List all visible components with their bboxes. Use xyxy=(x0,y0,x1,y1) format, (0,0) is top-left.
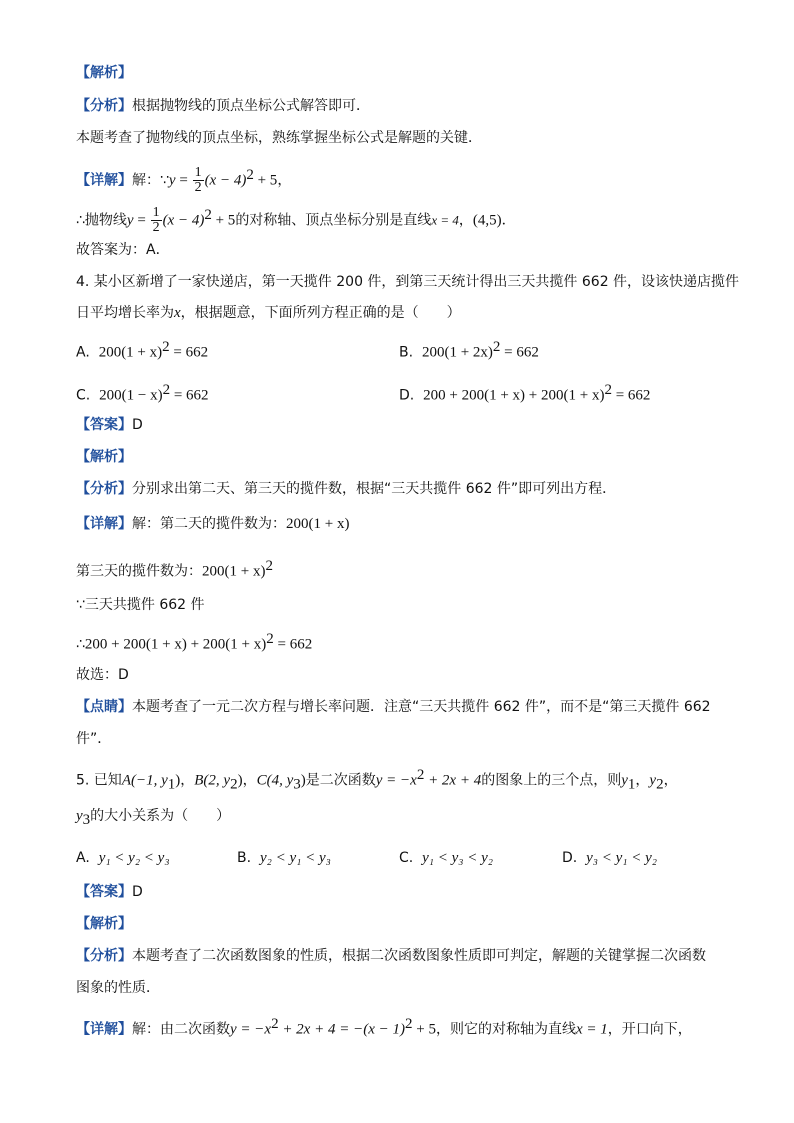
option-expr: y₃ < y₁ < y₂ xyxy=(586,850,658,866)
math-sup: 2 xyxy=(266,631,274,647)
fenxi-tag: 【分析】 xyxy=(76,98,132,114)
answer-4 xyxy=(76,415,143,435)
math-sup: 2 xyxy=(492,339,501,355)
math-y: y xyxy=(126,212,134,229)
question-5-line-1 xyxy=(76,765,678,794)
answer-line xyxy=(76,240,170,260)
summary-text: 本题考查了抛物线的顶点坐标，熟练掌握坐标公式是解题的关键． xyxy=(76,130,482,146)
answer-value: D xyxy=(132,884,143,900)
q5-post: 的图象上的三个点，则 xyxy=(481,772,622,789)
xiangjie-mid: ，则它的对称轴为直线 xyxy=(435,1021,576,1038)
answer-tag: 【答案】 xyxy=(76,884,132,900)
math-sup: 2 xyxy=(246,167,254,183)
axis-expr: x = 4 xyxy=(431,212,459,228)
math-expr: 200(1 + x) xyxy=(286,516,350,532)
xiangjie-tag: 【详解】 xyxy=(76,516,132,532)
answer-tag: 【答案】 xyxy=(76,417,132,433)
vertex-mid: 的对称轴、顶点坐标分别是直线 xyxy=(235,212,432,229)
fenxi-text: 分别求出第二天、第三天的揽件数，根据“三天共揽件 662 件”即可列出方程． xyxy=(132,481,617,497)
answer-5 xyxy=(76,882,143,902)
comma: ， xyxy=(635,772,650,789)
option-tail: = 662 xyxy=(611,387,651,404)
math-sup: 2 xyxy=(162,382,171,398)
fraction xyxy=(151,206,162,235)
math-sup: 2 xyxy=(416,767,425,783)
choose-line xyxy=(76,665,129,685)
point-b: B(2, y xyxy=(194,772,231,789)
analysis-tag: 【解析】 xyxy=(76,449,132,465)
y2: y xyxy=(649,772,657,789)
vertex-expr: (4,5) xyxy=(472,212,502,229)
math-sup: 2 xyxy=(265,558,273,574)
dianjing-text: 本题考查了一元二次方程与增长率问题．注意“三天共揽件 662 件”，而不是“第三天揽件 662 xyxy=(132,699,711,715)
math-x: x xyxy=(174,305,181,321)
option-label: C. xyxy=(76,387,91,404)
paren: ) xyxy=(300,772,306,789)
xiangjie-5 xyxy=(76,1014,692,1040)
point-c: C(4, y xyxy=(256,772,294,789)
comma: ， xyxy=(277,172,292,189)
option-expr: 200 + 200(1 + x) + 200(1 + x) xyxy=(423,387,605,404)
fraction-numerator: 1 xyxy=(152,205,160,221)
vertex-line xyxy=(76,200,516,236)
option-label: D. xyxy=(399,387,415,404)
math-sup: 2 xyxy=(271,1016,279,1032)
dianjing-line-2 xyxy=(76,729,111,749)
comma: ， xyxy=(458,212,473,229)
option-label: A. xyxy=(76,850,90,866)
paren: ) xyxy=(175,772,181,789)
question-4-line-2 xyxy=(76,303,461,323)
math-paren: (x − 4) xyxy=(204,172,247,189)
math-sup: 2 xyxy=(162,339,170,355)
period: ． xyxy=(501,212,516,229)
summary-line xyxy=(76,128,482,148)
analysis-5 xyxy=(76,914,132,934)
option-d[interactable] xyxy=(399,380,650,406)
y1: y xyxy=(621,772,628,789)
math-sup: 2 xyxy=(404,1016,413,1032)
q5-option-c[interactable] xyxy=(399,848,493,868)
question-4-text: 4. 某小区新增了一家快递店，第一天揽件 200 件，到第三天统计得出三天共揽件 662 件，设该快递店揽件 xyxy=(76,274,740,290)
because-line xyxy=(76,595,205,615)
option-a[interactable] xyxy=(76,337,208,363)
comma: ， xyxy=(663,772,678,789)
xiangjie-end: ，开口向下， xyxy=(607,1021,692,1038)
option-expr: y₂ < y₁ < y₃ xyxy=(259,850,331,866)
option-label: B. xyxy=(237,850,252,866)
analysis-tag: 【解析】 xyxy=(76,916,132,932)
math-plus: + 5 xyxy=(211,212,236,229)
option-label: C. xyxy=(399,850,414,866)
sub: 3 xyxy=(82,811,91,828)
therefore-line xyxy=(76,629,312,655)
math-eq: = xyxy=(133,212,150,229)
math-y: y xyxy=(168,172,176,189)
third-day-text: 第三天的揽件数为： xyxy=(76,563,202,580)
question-4-text-b: ，根据题意，下面所列方程正确的是（ ） xyxy=(180,305,461,321)
xiangjie-tag: 【详解】 xyxy=(76,172,132,189)
option-expr: y₁ < y₃ < y₂ xyxy=(422,850,494,866)
option-expr: y₁ < y₂ < y₃ xyxy=(98,850,170,866)
dianjing-text-2: 件”． xyxy=(76,731,112,747)
xiangjie-tag: 【详解】 xyxy=(76,1021,132,1038)
answer-value: D xyxy=(132,417,143,433)
sub: 1 xyxy=(627,776,636,793)
q5-line2-text: 的大小关系为（ ） xyxy=(90,808,231,824)
dianjing-tag: 【点睛】 xyxy=(76,699,132,715)
paren: ) xyxy=(237,772,243,789)
fenxi-5-line-2 xyxy=(76,978,160,998)
q5-option-d[interactable] xyxy=(562,848,657,868)
function-tail: + 2x + 4 xyxy=(424,772,482,789)
fenxi-tag: 【分析】 xyxy=(76,948,132,964)
option-b[interactable] xyxy=(399,337,539,363)
math-expr: y = −x xyxy=(230,1021,272,1038)
fenxi-text-2: 图象的性质． xyxy=(76,980,160,996)
xiangjie-4 xyxy=(76,514,349,534)
fenxi-tag: 【分析】 xyxy=(76,481,132,497)
math-tail: = 662 xyxy=(273,636,313,653)
option-expr: 200(1 + x) xyxy=(98,344,163,361)
comma: ， xyxy=(242,772,257,789)
math-sup: 2 xyxy=(604,382,612,398)
q5-prefix: 5. 已知 xyxy=(76,772,122,789)
option-tail: = 662 xyxy=(169,344,209,361)
question-5-line-2 xyxy=(76,806,230,830)
q5-mid: 是二次函数 xyxy=(305,772,376,789)
answer-text: 故答案为：A． xyxy=(76,242,170,258)
option-expr: 200(1 − x) xyxy=(99,387,163,404)
option-c[interactable] xyxy=(76,380,209,406)
sub: 2 xyxy=(230,776,238,793)
fenxi-5-line-1 xyxy=(76,946,706,966)
therefore-symbol: ∴ xyxy=(76,636,85,653)
option-label: A. xyxy=(76,344,90,361)
function-expr: y = −x xyxy=(375,772,417,789)
analysis-tag: 【解析】 xyxy=(76,65,132,81)
detail-prefix: 解：∵ xyxy=(132,172,169,189)
detail-line xyxy=(76,160,291,196)
xiangjie-text: 解：第二天的揽件数为： xyxy=(132,516,286,532)
math-expr: + 5 xyxy=(412,1021,436,1038)
sub: 3 xyxy=(293,776,301,793)
fraction-denominator: 2 xyxy=(152,220,160,236)
option-tail: = 662 xyxy=(170,387,209,404)
sub: 1 xyxy=(167,776,176,793)
q5-option-a[interactable] xyxy=(76,848,170,868)
math-expr: 200(1 + x) xyxy=(202,563,266,580)
math-plus: + 5 xyxy=(253,172,278,189)
fraction xyxy=(193,166,204,195)
analysis-heading xyxy=(76,63,132,83)
math-expr: + 2x + 4 = −(x − 1) xyxy=(278,1021,405,1038)
axis-expr: x = 1 xyxy=(575,1021,608,1038)
comma: ， xyxy=(180,772,195,789)
dianjing-line-1 xyxy=(76,697,711,717)
third-day-line xyxy=(76,556,273,582)
question-4-line-1 xyxy=(76,272,739,292)
fenxi-text: 根据抛物线的顶点坐标公式解答即可． xyxy=(132,98,370,114)
fraction-numerator: 1 xyxy=(194,165,202,181)
vertex-prefix: ∴抛物线 xyxy=(76,212,127,229)
option-expr: 200(1 + 2x) xyxy=(421,344,493,361)
math-sup: 2 xyxy=(204,207,212,223)
y3: y xyxy=(76,808,83,824)
math-expr: 200 + 200(1 + x) + 200(1 + x) xyxy=(84,636,267,653)
sub: 2 xyxy=(656,776,664,793)
option-tail: = 662 xyxy=(500,344,539,361)
option-label: B. xyxy=(399,344,414,361)
choose-text: 故选：D xyxy=(76,667,129,683)
q5-option-b[interactable] xyxy=(237,848,331,868)
fenxi-text: 本题考查了二次函数图象的性质，根据二次函数图象性质即可判定，解题的关键掌握二次函数 xyxy=(132,948,706,964)
fenxi-4 xyxy=(76,479,616,499)
fraction-denominator: 2 xyxy=(194,180,202,196)
option-label: D. xyxy=(562,850,578,866)
math-paren: (x − 4) xyxy=(162,212,205,229)
analysis-line xyxy=(76,96,370,116)
question-4-text-a: 日平均增长率为 xyxy=(76,305,174,321)
point-a: A(−1, y xyxy=(121,772,168,789)
math-eq: = xyxy=(175,172,192,189)
analysis-4 xyxy=(76,447,132,467)
xiangjie-prefix: 解：由二次函数 xyxy=(132,1021,230,1038)
because-text: ∵三天共揽件 662 件 xyxy=(76,597,205,613)
